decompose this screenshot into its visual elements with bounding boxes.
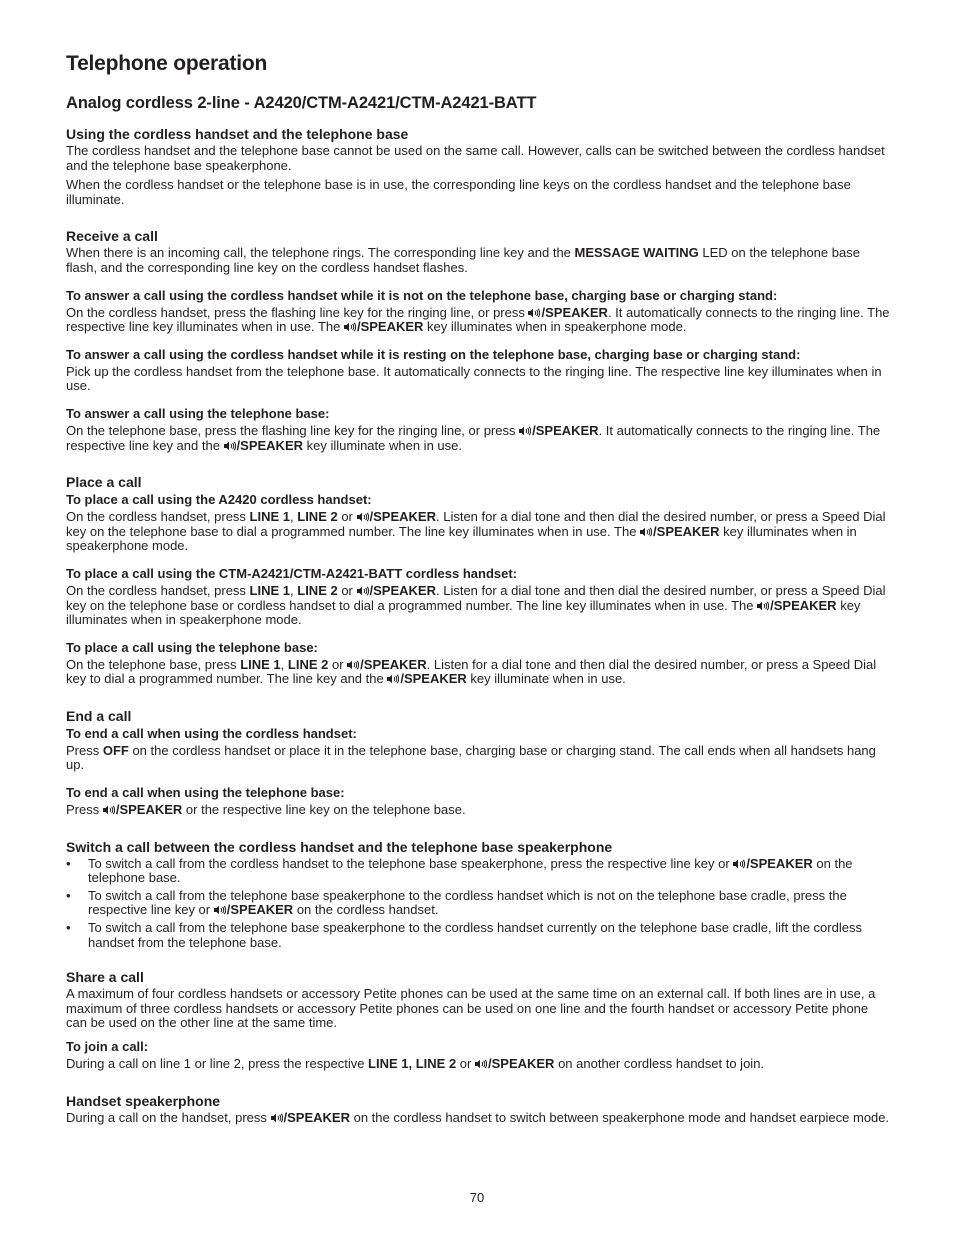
text: or bbox=[456, 1056, 475, 1071]
bullet: • bbox=[66, 920, 71, 936]
text: On the telephone base, press bbox=[66, 656, 241, 672]
speaker-icon bbox=[344, 322, 356, 332]
speaker-icon bbox=[103, 805, 115, 815]
text: or bbox=[337, 509, 357, 525]
speaker-icon bbox=[271, 1113, 283, 1123]
text: To switch a call from the cordless handset to the telephone base speakerphone, press the respective line key or bbox=[88, 855, 734, 871]
text: To switch a call from the telephone base speakerphone to the cordless handset currently on the telephone base cradle, lift the cordless handset from the telephone base. bbox=[88, 920, 862, 950]
paragraph: A maximum of four cordless handsets or accessory Petite phones can be used at the same time on an external call. If both lines are in use, a maximum of three cordless handsets or accessory Petite phones can be used on one line and the fourth handset or accessory Petite phone can be used on the other line at the same time. bbox=[66, 986, 876, 1031]
text: key illuminate when in use. bbox=[466, 671, 626, 687]
speaker-icon bbox=[519, 426, 531, 436]
text: or bbox=[328, 656, 348, 672]
heading-switch-call: Switch a call between the cordless handset and the telephone base speakerphone bbox=[66, 838, 613, 855]
speaker-icon bbox=[357, 512, 369, 522]
paragraph bbox=[66, 424, 890, 453]
text: on the cordless handset. bbox=[293, 902, 439, 918]
text: . Listen for a dial tone and then dial the desired number, or press a Speed Dial key on the telephone base to dial a programmed number. The line key illuminates when in use. The bbox=[66, 509, 886, 539]
page-title: Telephone operation bbox=[66, 52, 268, 75]
list-item bbox=[66, 921, 890, 950]
speaker-icon bbox=[640, 527, 652, 537]
text: on another cordless handset to join. bbox=[554, 1056, 765, 1071]
speaker-icon bbox=[224, 441, 236, 451]
subheading-answer-handset-off-base: To answer a call using the cordless handset while it is not on the telephone base, charging base or charging stand: bbox=[66, 287, 778, 303]
key-label: LINE 1, LINE 2 bbox=[368, 1056, 457, 1071]
section-subtitle: Analog cordless 2-line - A2420/CTM-A2421/CTM-A2421-BATT bbox=[66, 94, 537, 112]
key-label: LINE 2 bbox=[297, 582, 338, 598]
text: Press bbox=[66, 802, 103, 818]
subheading-answer-handset-on-base: To answer a call using the cordless handset while it is resting on the telephone base, charging base or charging stand: bbox=[66, 346, 801, 362]
bullet: • bbox=[66, 855, 71, 871]
text: LED on the telephone base flash, and the corresponding line key on the cordless handset flashes. bbox=[66, 245, 860, 275]
speaker-key-label: /SPEAKER bbox=[369, 582, 436, 598]
paragraph bbox=[66, 1057, 890, 1072]
speaker-key-label: /SPEAKER bbox=[770, 597, 837, 613]
text: key illuminate when in use. bbox=[303, 437, 462, 453]
paragraph bbox=[66, 658, 890, 687]
speaker-key-label: /SPEAKER bbox=[226, 902, 294, 918]
text: . It automatically connects to the ringing line. The respective line key illuminates when in use. The bbox=[66, 304, 890, 335]
key-label: LINE 2 bbox=[287, 656, 329, 672]
text: on the cordless handset to switch between speakerphone mode and handset earpiece mode. bbox=[349, 1109, 890, 1125]
text: On the cordless handset, press bbox=[66, 582, 250, 598]
speaker-icon bbox=[357, 586, 369, 596]
speaker-key-label: /SPEAKER bbox=[653, 523, 720, 539]
speaker-icon bbox=[387, 674, 399, 684]
speaker-key-label: /SPEAKER bbox=[356, 319, 424, 335]
text: on the telephone base. bbox=[88, 855, 853, 886]
heading-handset-speakerphone: Handset speakerphone bbox=[66, 1092, 221, 1109]
subheading-place-base: To place a call using the telephone base: bbox=[66, 639, 318, 655]
subheading-end-handset: To end a call when using the cordless handset: bbox=[66, 725, 357, 741]
subheading-place-a2420: To place a call using the A2420 cordless handset: bbox=[66, 492, 372, 508]
bullet: • bbox=[66, 887, 71, 903]
subheading-place-ctm: To place a call using the CTM-A2421/CTM-A2421-BATT cordless handset: bbox=[66, 565, 518, 581]
key-label: LINE 2 bbox=[297, 509, 338, 525]
text: , bbox=[290, 509, 298, 525]
text: . Listen for a dial tone and then dial the desired number, or press a Speed Dial key on the telephone base or cordless handset to dial a programmed number. The line key illuminates when in use. The bbox=[66, 582, 886, 613]
speaker-icon bbox=[347, 660, 359, 670]
subheading-end-base: To end a call when using the telephone base: bbox=[66, 785, 345, 801]
switch-call-list bbox=[66, 857, 890, 951]
key-label: OFF bbox=[102, 742, 129, 758]
subheading-join-call: To join a call: bbox=[66, 1039, 149, 1054]
text: During a call on the handset, press bbox=[66, 1109, 271, 1125]
text: Press bbox=[66, 742, 103, 758]
heading-share-call: Share a call bbox=[66, 969, 144, 986]
paragraph bbox=[66, 584, 890, 628]
speaker-key-label: /SPEAKER bbox=[746, 855, 813, 871]
speaker-icon bbox=[214, 905, 226, 915]
speaker-icon bbox=[733, 859, 745, 869]
speaker-key-label: /SPEAKER bbox=[369, 509, 436, 525]
key-label: LINE 1 bbox=[249, 582, 291, 598]
key-label: MESSAGE WAITING bbox=[574, 245, 699, 261]
text: , bbox=[280, 656, 288, 672]
text: key illuminates when in speakerphone mode. bbox=[66, 523, 857, 554]
paragraph: The cordless handset and the telephone base cannot be used on the same call. However, calls can be switched between the cordless handset and the telephone base speakerphone. bbox=[66, 143, 885, 173]
heading-place-call: Place a call bbox=[66, 474, 142, 491]
subheading-answer-base: To answer a call using the telephone base: bbox=[66, 405, 330, 421]
speaker-key-label: /SPEAKER bbox=[400, 671, 467, 687]
text: When there is an incoming call, the telephone rings. The corresponding line key and the bbox=[66, 245, 575, 261]
speaker-icon bbox=[528, 308, 540, 318]
text: On the cordless handset, press bbox=[66, 509, 250, 525]
text: . Listen for a dial tone and then dial the desired number, or press a Speed Dial key to dial a programmed number. The line key and the bbox=[66, 656, 877, 687]
speaker-icon bbox=[475, 1059, 487, 1069]
speaker-key-label: /SPEAKER bbox=[236, 437, 304, 453]
paragraph bbox=[66, 1111, 890, 1126]
document-body bbox=[66, 126, 890, 1130]
speaker-key-label: /SPEAKER bbox=[115, 802, 183, 818]
text: , bbox=[290, 582, 298, 598]
text: To switch a call from the telephone base speakerphone to the cordless handset which is not on the telephone base cradle, press the respective line key or bbox=[88, 887, 847, 918]
list-item bbox=[66, 857, 890, 886]
paragraph bbox=[66, 510, 890, 554]
paragraph bbox=[66, 246, 890, 275]
list-item bbox=[66, 889, 890, 918]
page-number: 70 bbox=[469, 1190, 485, 1205]
heading-receive-call: Receive a call bbox=[66, 228, 158, 245]
speaker-key-label: /SPEAKER bbox=[360, 656, 427, 672]
speaker-key-label: /SPEAKER bbox=[541, 304, 608, 320]
heading-using-handset: Using the cordless handset and the telephone base bbox=[66, 126, 409, 142]
text: or bbox=[337, 582, 357, 598]
paragraph: Pick up the cordless handset from the telephone base. It automatically connects to the ringing line. The respective line key illuminates when in use. bbox=[66, 363, 882, 394]
speaker-key-label: /SPEAKER bbox=[532, 422, 599, 438]
heading-end-call: End a call bbox=[66, 707, 132, 724]
text: On the cordless handset, press the flashing line key for the ringing line, or press bbox=[66, 304, 529, 320]
key-label: LINE 1 bbox=[249, 509, 291, 525]
text: or the respective line key on the telephone base. bbox=[182, 802, 466, 818]
paragraph bbox=[66, 803, 890, 818]
speaker-key-label: /SPEAKER bbox=[487, 1056, 555, 1071]
paragraph: When the cordless handset or the telephone base is in use, the corresponding line keys on the cordless handset and the telephone base illuminate. bbox=[66, 177, 851, 207]
text: . It automatically connects to the ringing line. The respective line key and the bbox=[66, 422, 881, 453]
speaker-icon bbox=[757, 601, 769, 611]
key-label: LINE 1 bbox=[240, 656, 281, 672]
text: key illuminates when in speakerphone mode. bbox=[423, 319, 687, 335]
speaker-key-label: /SPEAKER bbox=[283, 1109, 350, 1125]
text: During a call on line 1 or line 2, press the respective bbox=[66, 1056, 369, 1071]
text: key illuminates when in speakerphone mode. bbox=[66, 597, 861, 628]
paragraph bbox=[66, 306, 890, 335]
text: On the telephone base, press the flashing line key for the ringing line, or press bbox=[66, 422, 520, 438]
text: on the cordless handset or place it in the telephone base, charging base or charging stand. The call ends when all handsets hang up. bbox=[66, 742, 876, 773]
paragraph bbox=[66, 744, 890, 773]
